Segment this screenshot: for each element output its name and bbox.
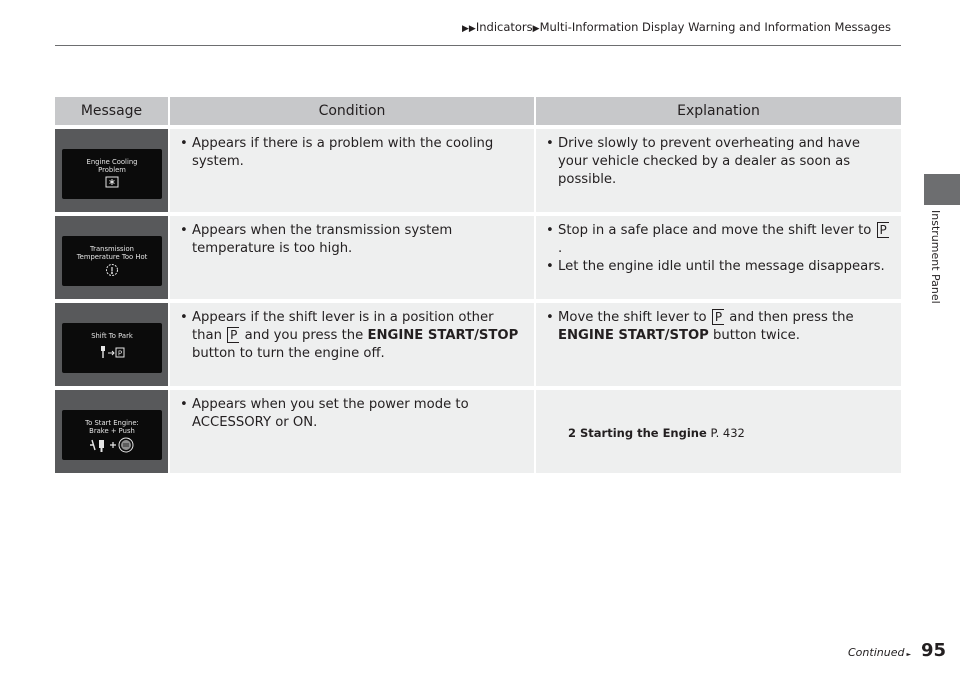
display-screen: Transmission Temperature Too Hot [62, 236, 162, 286]
message-image [55, 303, 169, 386]
coolant-warning-icon [105, 176, 119, 188]
message-image [55, 129, 169, 212]
header-rule [55, 45, 901, 46]
message-image [55, 216, 169, 299]
svg-text:P: P [117, 349, 123, 358]
breadcrumb-messages[interactable]: Multi-Information Display Warning and Information Messages [539, 20, 891, 34]
park-key-icon: P [227, 327, 239, 343]
breadcrumb-arrow-icon: ▶▶ [462, 24, 476, 34]
section-label: Instrument Panel [929, 210, 942, 304]
display-screen: Shift To Park P [62, 323, 162, 373]
breadcrumb [462, 20, 891, 34]
explanation-cell [535, 390, 901, 473]
transmission-temperature-icon [104, 263, 120, 277]
table-row [55, 303, 901, 386]
display-screen: Engine Cooling Problem [62, 149, 162, 199]
cross-reference-link[interactable]: 2 Starting the Engine P. 432 [568, 426, 745, 440]
reference-arrow-icon: 2 [568, 426, 577, 440]
table-row [55, 216, 901, 299]
explanation-cell: • Move the shift lever to P and then press the ENGINE START/STOP button twice. [535, 303, 901, 386]
condition-cell: • Appears if there is a problem with the cooling system. [169, 129, 535, 212]
message-image [55, 390, 169, 473]
section-tab [924, 174, 960, 205]
explanation-cell: • Drive slowly to prevent overheating and have your vehicle checked by a dealer as soon as possible. [535, 129, 901, 212]
messages-table [55, 97, 901, 473]
header-explanation: Explanation [535, 97, 901, 125]
header-condition: Condition [169, 97, 535, 125]
display-screen: To Start Engine: Brake + Push [62, 410, 162, 460]
explanation-cell: • Stop in a safe place and move the shift lever to P. • Let the engine idle until the message disappears. [535, 216, 901, 299]
park-key-icon: P [877, 222, 889, 238]
park-key-icon: P [712, 309, 724, 325]
table-row [55, 390, 901, 473]
shift-to-park-icon [97, 345, 127, 359]
continued-arrow-icon: ► [906, 651, 912, 658]
breadcrumb-indicators[interactable]: Indicators [475, 20, 533, 34]
continued-label: Continued ► [848, 646, 912, 659]
breadcrumb-arrow-icon: ▶ [532, 24, 540, 34]
header-message: Message [55, 97, 169, 125]
condition-cell: • Appears if the shift lever is in a position other than P and you press the ENGINE START/STOP button to turn the engine off. [169, 303, 535, 386]
condition-cell: • Appears when the transmission system temperature is too high. [169, 216, 535, 299]
page-number: 95 [921, 640, 947, 661]
condition-cell: • Appears when you set the power mode to ACCESSORY or ON. [169, 390, 535, 473]
brake-push-start-icon [89, 436, 135, 454]
table-row [55, 129, 901, 212]
